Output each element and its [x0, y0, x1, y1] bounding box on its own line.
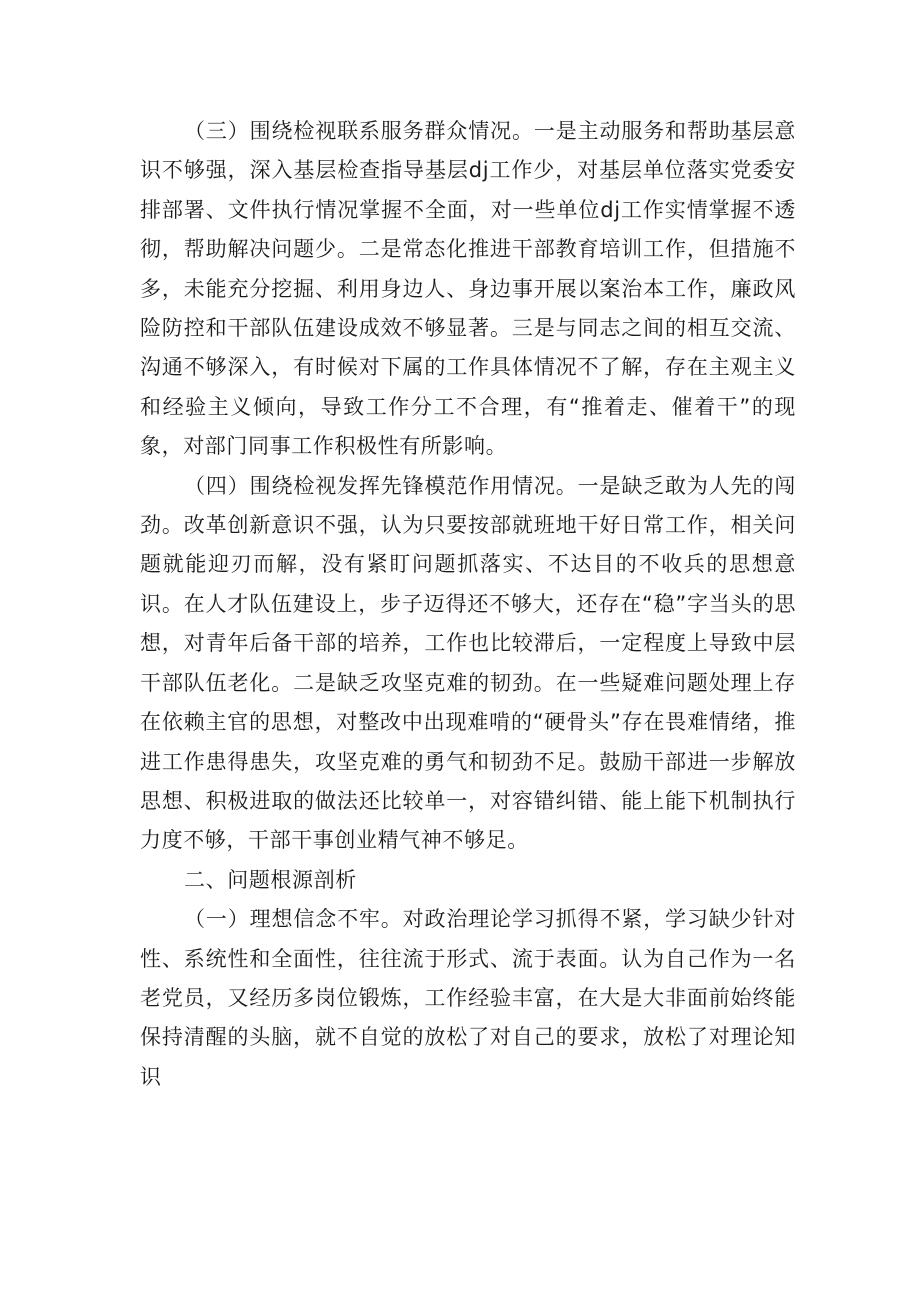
paragraph-section-4: （四）围绕检视发挥先锋模范作用情况。一是缺乏敢为人先的闯劲。改革创新意识不强，认为只要按部就班地干好日常工作，相关问题就能迎刃而解，没有紧盯问题抓落实、不达目的不收兵的思想意识。在人才队伍建设上，步子迈得还不够大，还存在“稳”字当头的思想，对青年后备干部的培养，工作也比较滞后，一定程度上导致中层干部队伍老化。二是缺乏攻坚克难的韧劲。在一些疑难问题处理上存在依赖主官的思想，对整改中出现难啃的“硬骨头”存在畏难情绪，推进工作患得患失，攻坚克难的勇气和韧劲不足。鼓励干部进一步解放思想、积极进取的做法还比较单一，对容错纠错、能上能下机制执行力度不够，干部干事创业精气神不够足。 — [140, 473, 796, 853]
section-heading: 二、问题根源剖析 — [184, 867, 357, 892]
paragraph-root-cause-1: （一）理想信念不牢。对政治理论学习抓得不紧，学习缺少针对性、系统性和全面性，往往流于形式、流于表面。认为自己作为一名老党员，又经历多岗位锻炼，工作经验丰富，在大是大非面前始终能保持清醒的头脑，就不自觉的放松了对自己的要求，放松了对理论知识 — [140, 907, 796, 1089]
document-body — [140, 112, 796, 1097]
paragraph-section-3: （三）围绕检视联系服务群众情况。一是主动服务和帮助基层意识不够强，深入基层检查指导基层dj工作少，对基层单位落实党委安排部署、文件执行情况掌握不全面，对一些单位dj工作实情掌握不透彻，帮助解决问题少。二是常态化推进干部教育培训工作，但措施不多，未能充分挖掘、利用身边人、身边事开展以案治本工作，廉政风险防控和干部队伍建设成效不够显著。三是与同志之间的相互交流、沟通不够深入，有时候对下属的工作具体情况不了解，存在主观主义和经验主义倾向，导致工作分工不合理，有“推着走、催着干”的现象，对部门同事工作积极性有所影响。 — [140, 119, 796, 459]
